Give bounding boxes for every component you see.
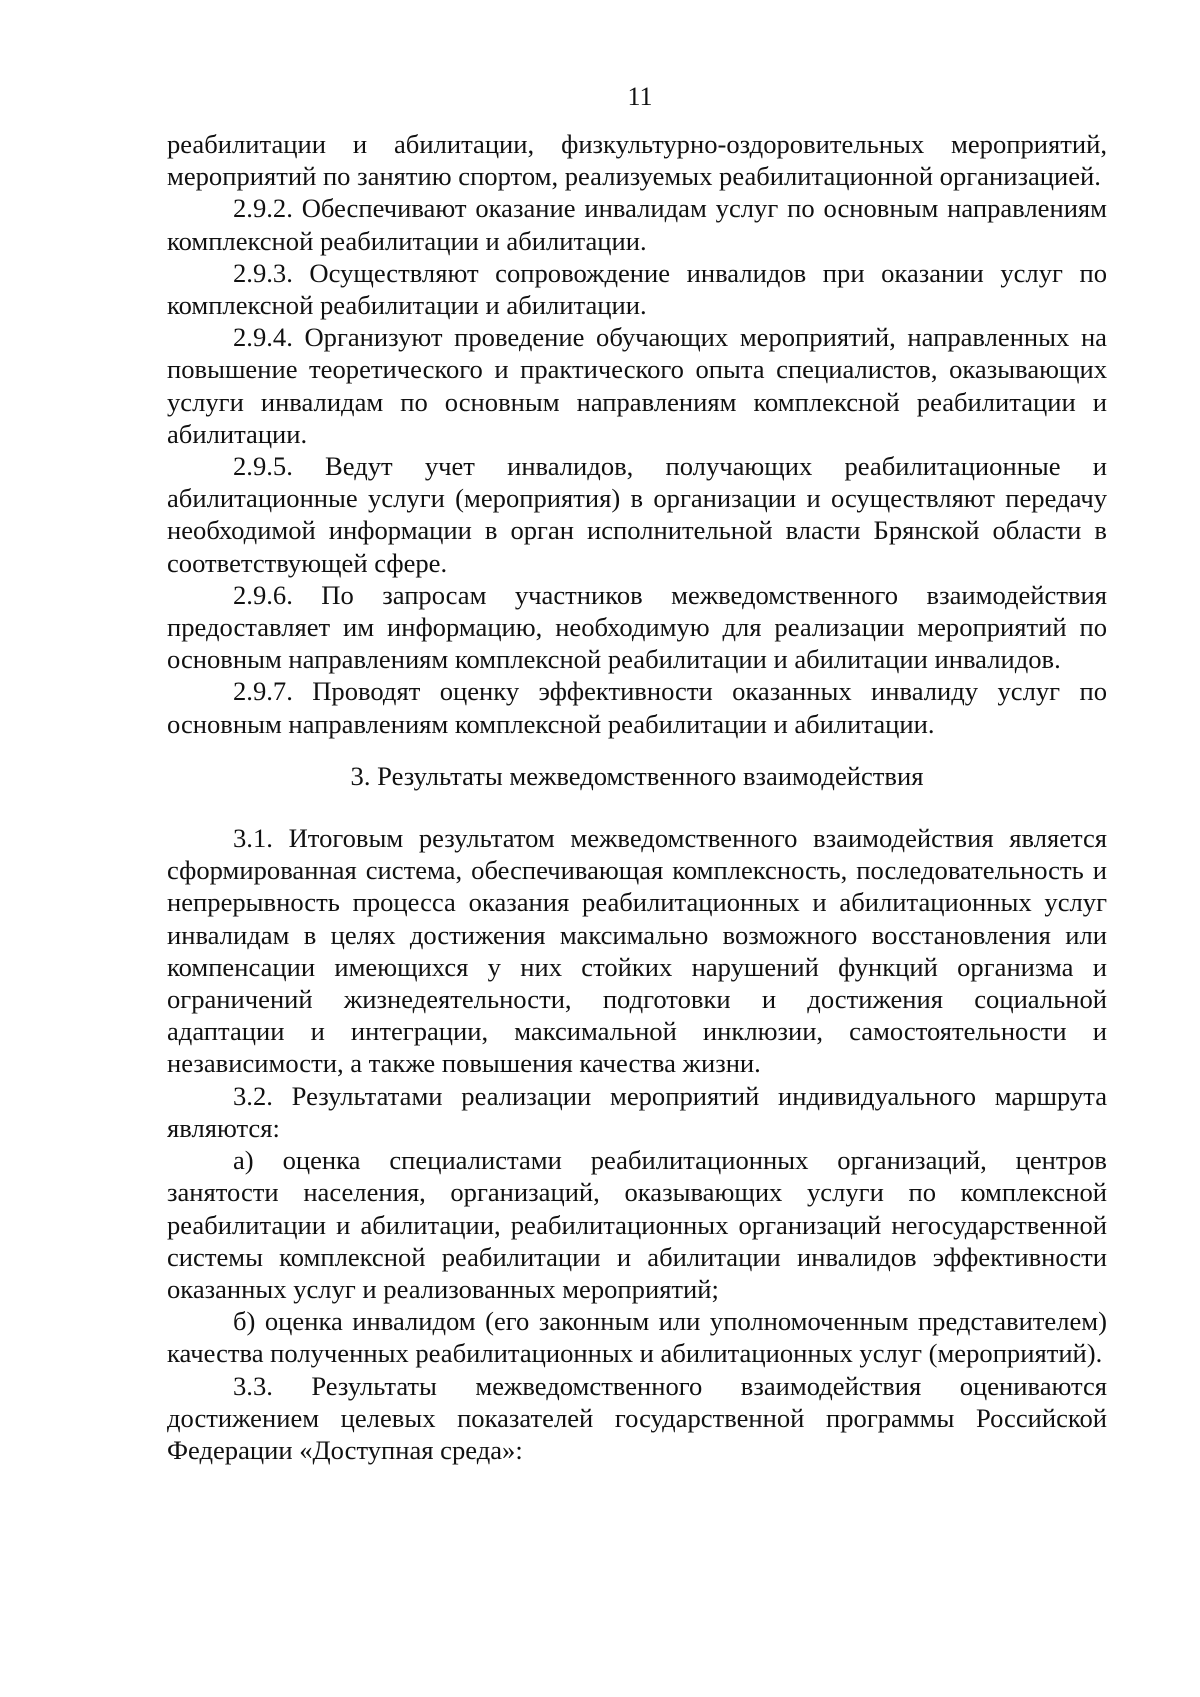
paragraph-2-9-6: 2.9.6. По запросам участников межведомственного взаимодействия предоставляет им информацию, необходимую для реализации мероприятий по основным направлениям комплексной реабилитации и абилитации инвалидов. xyxy=(167,579,1107,675)
paragraph-3-3: 3.3. Результаты межведомственного взаимодействия оцениваются достижением целевых показателей государственной программы Российской Федерации «Доступная среда»: xyxy=(167,1370,1107,1465)
paragraph-3-1: 3.1. Итоговым результатом межведомственного взаимодействия является сформированная система, обеспечивающая комплексность, последовательность и непрерывность процесса оказания реабилитационных и абилитационных услуг инвалидам в целях достижения максимально возможного восстановления или компенсации имеющихся у них стойких нарушений функций организма и ограничений жизнедеятельности, подготовки и достижения социальной адаптации и интеграции, максимальной инклюзии, самостоятельности и независимости, а также повышения качества жизни. xyxy=(167,823,1107,1079)
document-body xyxy=(167,128,1107,1466)
paragraph-2-9-7: 2.9.7. Проводят оценку эффективности оказанных инвалиду услуг по основным направлениям комплексной реабилитации и абилитации. xyxy=(167,676,1107,739)
paragraph-3-2-a: а) оценка специалистами реабилитационных организаций, центров занятости населения, организаций, оказывающих услуги по комплексной реабилитации и абилитации, реабилитационных организаций негосударственной системы комплексной реабилитации и абилитации инвалидов эффективности оказанных услуг и реализованных мероприятий; xyxy=(167,1145,1107,1304)
paragraph-2-9-5: 2.9.5. Ведут учет инвалидов, получающих реабилитационные и абилитационные услуги (мероприятия) в организации и осуществляют передачу необходимой информации в орган исполнительной власти Брянской области в соответствующей сфере. xyxy=(167,451,1107,578)
paragraph-2-9-4: 2.9.4. Организуют проведение обучающих мероприятий, направленных на повышение теоретического и практического опыта специалистов, оказывающих услуги инвалидам по основным направлениям комплексной реабилитации и абилитации. xyxy=(167,322,1107,449)
paragraph-2-9-2: 2.9.2. Обеспечивают оказание инвалидам услуг по основным направлениям комплексной реабилитации и абилитации. xyxy=(167,193,1107,256)
page-number: 11 xyxy=(627,82,653,111)
section-heading: 3. Результаты межведомственного взаимодействия xyxy=(350,760,924,791)
paragraph-2-9-3: 2.9.3. Осуществляют сопровождение инвалидов при оказании услуг по комплексной реабилитации и абилитации. xyxy=(167,257,1107,321)
paragraph-3-2: 3.2. Результатами реализации мероприятий индивидуального маршрута являются: xyxy=(167,1080,1107,1143)
paragraph-3-2-b: б) оценка инвалидом (его законным или уполномоченным представителем) качества полученных реабилитационных и абилитационных услуг (мероприятий). xyxy=(167,1306,1107,1369)
paragraph-continuation: реабилитации и абилитации, физкультурно-оздоровительных мероприятий, мероприятий по занятию спортом, реализуемых реабилитационной организацией. xyxy=(167,129,1107,192)
